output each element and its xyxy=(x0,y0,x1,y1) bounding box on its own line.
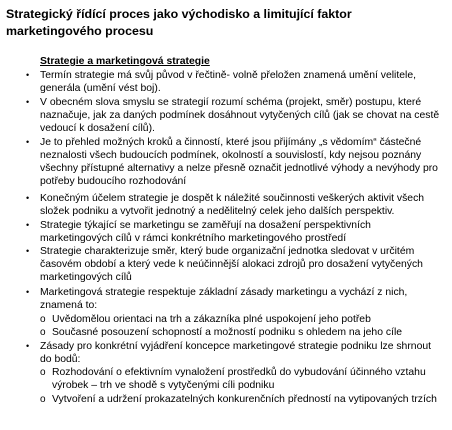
list-item-text: Rozhodování o efektivním vynaložení prostředků do vybudování účinného vztahu výrobek – trh ve shodě s vytyčenými cíli podniku xyxy=(52,367,426,391)
bullet-icon: • xyxy=(26,70,30,80)
list-item-text: Konečným účelem strategie je dospět k náležité součinnosti veškerých aktivit všech složek podniku a vytvořit jednotný a nedělitelný celek jeho dalších perspektiv. xyxy=(40,193,425,217)
list-item-text: Strategie týkající se marketingu se zaměřují na dosažení perspektivních marketingových cílů v rámci konkrétního marketingového prostředí xyxy=(40,220,371,244)
list-item-text: Současné posouzení schopností a možností podniku s ohledem na jeho cíle xyxy=(52,327,403,338)
list-item xyxy=(26,245,444,284)
bullet-icon: • xyxy=(26,137,30,147)
list-item-text: Strategie charakterizuje směr, který bude organizační jednotka sledovat v určitém časovém období a který vede k neúčinnější alokaci zdrojů pro dosažení vytyčených marketingových cílů xyxy=(40,246,423,283)
bullet-icon: • xyxy=(26,97,30,107)
sub-list-item xyxy=(40,326,442,339)
sub-list-item xyxy=(40,366,442,392)
bullet-icon: • xyxy=(26,287,30,297)
list-item xyxy=(26,219,444,245)
sub-bullet-icon: o xyxy=(40,394,46,405)
list-item-text: Vytvoření a udržení prokazatelných konkurenčních předností na vytipovaných trzích xyxy=(52,394,437,405)
list-item-text: V obecném slova smyslu se strategií rozumí schéma (projekt, směr) postupu, které naznačuje, jak za daných podmínek dosáhnout vytyčených cílů (jak se chovat na cestě vedoucí k dosažení cílů). xyxy=(40,97,440,134)
sub-bullet-icon: o xyxy=(40,314,46,325)
list-item xyxy=(26,340,444,366)
list-item xyxy=(26,286,444,312)
list-item-text: Zásady pro konkrétní vyjádření koncepce marketingové strategie podniku lze shrnout do bodů: xyxy=(40,341,432,365)
sub-bullet-icon: o xyxy=(40,367,46,378)
document-title: Strategický řídící proces jako východisko a limitující faktor marketingového procesu xyxy=(6,7,352,38)
bullet-icon: • xyxy=(26,246,30,256)
list-item-text: Uvědomělou orientaci na trh a zákazníka plné uspokojení jeho potřeb xyxy=(52,314,371,325)
bullet-icon: • xyxy=(26,341,30,351)
list-item xyxy=(26,136,444,188)
list-item-text: Termín strategie má svůj původ v řečtině- volně přeložen znamená umění velitele, generála (umění vést boj). xyxy=(40,70,416,94)
sub-list-item xyxy=(40,393,442,406)
list-item-text: Marketingová strategie respektuje základní zásady marketingu a vychází z nich, znamená to: xyxy=(40,287,408,311)
sub-list-item xyxy=(40,313,442,326)
sub-bullet-icon: o xyxy=(40,327,46,338)
bullet-icon: • xyxy=(26,220,30,230)
list-item xyxy=(26,96,444,135)
bullet-icon: • xyxy=(26,193,30,203)
list-item xyxy=(26,69,444,95)
list-item xyxy=(26,192,444,218)
list-item-text: Je to přehled možných kroků a činností, které jsou přijímány „s vědomím“ částečné neznalosti všech budoucích podmínek, okolností a souvislostí, kdy nejsou poznány všechny přístupné alternativy a nelze přesně označit jednotlivé výhody a nevýhody pro potřeby budoucího rozhodování xyxy=(40,137,438,187)
section-subheading: Strategie a marketingová strategie xyxy=(40,56,210,67)
